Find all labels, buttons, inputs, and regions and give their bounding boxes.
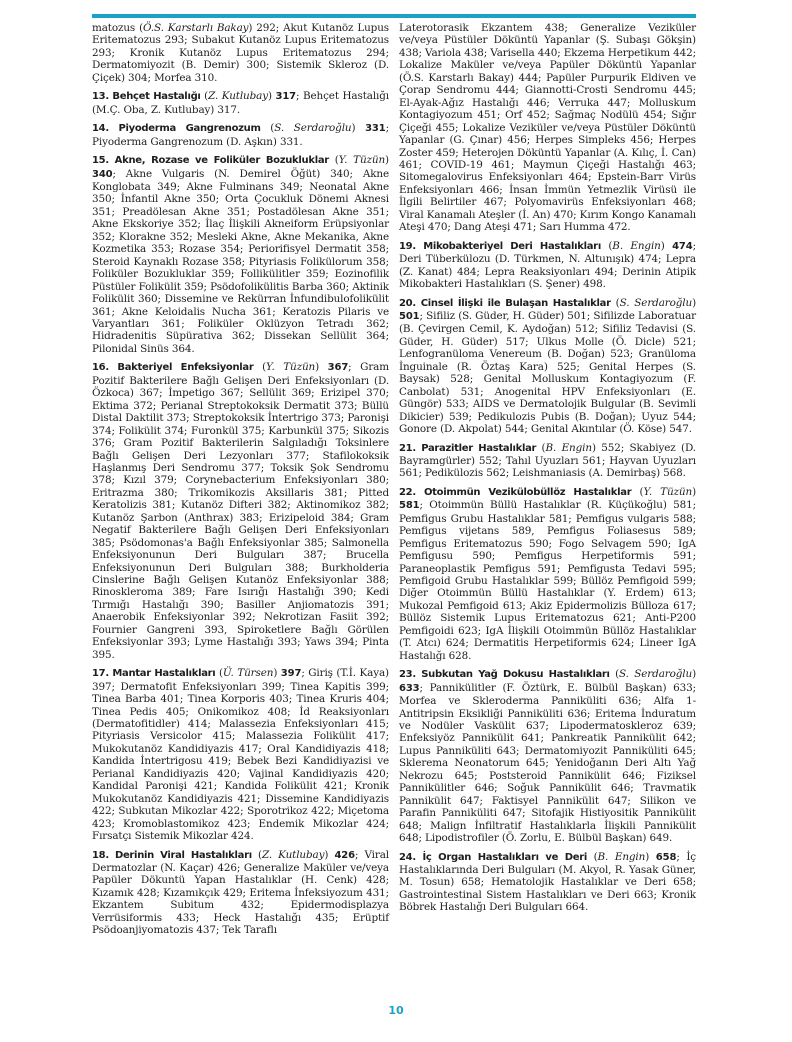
toc-entry: 14. Piyoderma Gangrenozum (S. Serdaroğlu) 331; Piyoderma Gangrenozum (D. Aşkın) 331.: [92, 122, 389, 148]
chapter-editor: Y. Tüzün: [643, 485, 693, 498]
chapter-contents: ; İç Hastalıklarında Deri Bulguları (M. Akyol, R. Yasak Güner, M. Tosun) 658; Hematolojik Hastalıklar ve Deri 658; Gastrointestinal Sistem Hastalıkları ve Deri 663; Kronik Böbrek Hastalığı Deri Bulguları 664.: [399, 850, 697, 914]
chapter-editor: S. Serdaroğlu: [619, 296, 693, 309]
chapter-page: 397: [280, 668, 302, 680]
toc-columns: [92, 22, 696, 943]
chapter-heading: 17. Mantar Hastalıkları: [92, 668, 216, 680]
toc-entry: 19. Mikobakteriyel Deri Hastalıkları (B. Engin) 474; Deri Tüberkülozu (D. Türkmen, N. Altunışık) 474; Lepra (Z. Kanat) 484; Lepra Reaksiyonları 494; Derinin Atipik Mikobakteri Hastalıkları (S. Şener) 498.: [399, 239, 696, 291]
toc-entry: 16. Bakteriyel Enfeksiyonlar (Y. Tüzün) 367; Gram Pozitif Bakterilere Bağlı Gelişen Deri Enfeksiyonları (D. Özkoca) 367; İmpetigo 367; Sellülit 369; Erizipel 370; Ektima 372; Perianal Streptokoksik Dermatit 373; Büllü Distal Daktilit 373; Streptokoksik İntertrigo 373; Paronişi 374; Folikülit 374; Furonkül 375; Karbunkül 375; Sikozis 376; Gram Pozitif Bakterilerin Salgıladığı Toksinlere Bağlı Gelişen Deri Lezyonları 377; Stafilokoksik Haşlanmış Deri Sendromu 377; Toksik Şok Sendromu 378; Kızıl 379; Corynebacterium Enfeksiyonları 380; Eritrazma 380; Trikomikozis Aksillaris 381; Pitted Keratolizis 381; Kutanöz Difteri 382; Aktinomikoz 382; Kutanöz Şarbon (Anthrax) 383; Erizipeloid 384; Gram Negatif Bakterilere Bağlı Gelişen Deri Enfeksiyonları 385; Psödomonas'a Bağlı Enfeksiyonlar 385; Salmonella Enfeksiyonunun Deri Bulguları 387; Brucella Enfeksiyonunun Deri Bulguları 388; Burkholderia Cinslerine Bağlı Gelişen Kutanöz Enfeksiyonlar 388; Rinoskleroma 389; Fare Isırığı Hastalığı 390; Kedi Tırmığı Hastalığı 390; Basiller Anjiomatozis 391; Anaerobik Enfeksiyonlar 392; Nekrotizan Fasiit 392; Fournier Gangreni 393, Spiroketlere Bağlı Görülen Enfeksiyonlar 393; Lyme Hastalığı 393; Yaws 394; Pinta 395.: [92, 361, 389, 661]
chapter-contents: ; Skabiyez (D. Bayramgürler) 552; Tahıl Uyuzları 561; Hayvan Uyuzları 561; Pedikülozis 562; Leishmaniasis (A. Demirbaş) 568.: [399, 441, 696, 480]
chapter-editor: Y. Tüzün: [338, 154, 386, 167]
chapter-page: 331: [365, 123, 386, 135]
toc-entry: 13. Behçet Hastalığı (Z. Kutlubay) 317; Behçet Hastalığı (M.Ç. Oba, Z. Kutlubay) 317.: [92, 90, 389, 116]
chapter-editor: S. Serdaroğlu: [619, 668, 693, 681]
chapter-editor: Z. Kutlubay: [261, 848, 325, 861]
toc-entry: 22. Otoimmün Vezikülobüllöz Hastalıklar (Y. Tüzün) 581; Otoimmün Büllü Hastalıklar (R. Küçükoğlu) 581; Pemfigus Grubu Hastalıklar 581; Pemfigus vulgaris 588; Pemfigus vijetans 589, Pemfigus Foliasesus 589; Pemfigus Eritematozus 590; Fogo Selvagem 590; IgA Pemfigusu 590; Pemfigus Herpetiformis 591; Paraneoplastik Pemfigus 591; Pemfigusta Tedavi 595; Pemfigoid Grubu Hastalıklar 599; Büllöz Pemfigoid 599; Diğer Otoimmün Büllü Hastalıklar (Y. Erdem) 613; Mukozal Pemfigoid 613; Akiz Epidermolizis Bülloza 617; Büllöz Sistemik Lupus Eritematozus 621; Anti-P200 Pemfigoidi 623; IgA İlişkili Otoimmün Büllöz Hastalıklar (T. Atcı) 624; Dermatitis Herpetiformis 624; Lineer IgA Hastalığı 628.: [399, 485, 696, 662]
chapter-contents: ; Giriş (T.İ. Kaya) 397; Dermatofit Enfeksiyonları 399; Tinea Kapitis 399; Tinea Barba 401; Tinea Korporis 403; Tinea Kruris 404; Tinea Pedis 405; Onikomikoz 408; İd Reaksiyonları (Dermatofitidler) 414; Malassezia Enfeksiyonları 415; Pityriasis Versicolor 415; Malassezia Folikülit 417; Mukokutanöz Kandidiyazis 417; Oral Kandidiyazis 418; Kandida İntertrigosu 419; Bebek Bezi Kandidiyazisi ve Perianal Kandidiyazis 420; Vajinal Kandidiyazis 420; Kandidal Paronişi 421; Kandida Folikülit 421; Kronik Mukokutanöz Kandidiyazis 421; Dissemine Kandidiyazis 422; Subkutan Mikozlar 422; Sporotrikoz 422; Miçetoma 423; Kromoblastomikoz 423; Endemik Mikozlar 424; Fırsatçı Sistemik Mikozlar 424.: [92, 667, 389, 843]
chapter-heading: 22. Otoimmün Vezikülobüllöz Hastalıklar: [399, 486, 632, 498]
chapter-page: 581: [399, 500, 420, 512]
chapter-contents: ; Otoimmün Büllü Hastalıklar (R. Küçükoğlu) 581; Pemfigus Grubu Hastalıklar 581; Pemfigus vulgaris 588; Pemfigus vijetans 589, Pemfigus Foliasesus 589; Pemfigus Eritematozus 590; Fogo Selvagem 590; IgA Pemfigusu 590; Pemfigus Herpetiformis 591; Paraneoplastik Pemfigus 591; Pemfigusta Tedavi 595; Pemfigoid Grubu Hastalıklar 599; Büllöz Pemfigoid 599; Diğer Otoimmün Büllü Hastalıklar (Y. Erdem) 613; Mukozal Pemfigoid 613; Akiz Epidermolizis Bülloza 617; Büllöz Sistemik Lupus Eritematozus 621; Anti-P200 Pemfigoidi 623; IgA İlişkili Otoimmün Büllöz Hastalıklar (T. Atcı) 624; Dermatitis Herpetiformis 624; Lineer IgA Hastalığı 628.: [399, 499, 696, 662]
chapter-heading: 18. Derinin Viral Hastalıkları: [92, 849, 252, 861]
chapter-contents: ; Piyoderma Gangrenozum (D. Aşkın) 331.: [92, 122, 389, 148]
toc-entry: 15. Akne, Rozase ve Foliküler Bozukluklar (Y. Tüzün) 340; Akne Vulgaris (N. Demirel Öğüt) 340; Akne Konglobata 349; Akne Fulminans 349; Neonatal Akne 350; İnfantil Akne 350; Orta Çocukluk Dönemi Aknesi 351; Preadölesan Akne 351; Postadölesan Akne 351; Akne Ekskoriye 352; İlaç İlişkili Akneiform Erüpsiyonlar 352; Klorakne 352; Mesleki Akne, Akne Mekanika, Akne Kozmetika 353; Rozase 354; Periorifisyel Dermatit 358; Steroid Kaynaklı Rozase 358; Pityriasis Folikülorum 358; Foliküler Bozukluklar 359; Follikülitler 359; Eozinofilik Püstüler Folikülit 359; Psödofolikülitis Barba 360; Aktinik Folikülit 360; Dissemine ve Rekürran İnfundibulofolikülit 361; Akne Keloidalis Nucha 361; Keratozis Pilaris ve Varyantları 361; Foliküler Oklüzyon Tetradı 362; Hidradenitis Süpürativa 362; Dissekan Sellülit 364; Pilonidal Sinüs 364.: [92, 154, 389, 355]
chapter-editor: B. Engin: [597, 850, 646, 863]
toc-entry: 21. Parazitler Hastalıklar (B. Engin) 552; Skabiyez (D. Bayramgürler) 552; Tahıl Uyuzları 561; Hayvan Uyuzları 561; Pedikülozis 562; Leishmaniasis (A. Demirbaş) 568.: [399, 441, 696, 480]
chapter-page: 340: [92, 168, 113, 180]
top-rule: [92, 14, 696, 18]
chapter-page: 552: [601, 441, 621, 454]
toc-entry: 23. Subkutan Yağ Dokusu Hastalıkları (S. Serdaroğlu) 633; Pannikülitler (F. Öztürk, E. Bülbül Başkan) 633; Morfea ve Skleroderma Panniküliti 636; Alfa 1-Antitripsin Eksikliği Panniküliti 636; Eritema İnduratum ve Nodüler Vaskülit 637; Lipodermatoskleroz 639; Enfeksiyöz Pannikülit 641; Pankreatik Pannikülit 642; Lupus Panniküliti 643; Dermatomiyozit Panniküliti 645; Sklerema Neonatorum 645; Yenidoğanın Deri Altı Yağ Nekrozu 645; Poststeroid Pannikülit 646; Fiziksel Pannikülitler 646; Soğuk Pannikülit 646; Travmatik Pannikülit 647; Faktisyel Pannikülit 647; Silikon ve Parafin Panniküliti 647; Sitofajik Histiyositik Pannikülit 648; Malign İnfiltratif Hastalıklarla İlişkili Pannikülit 648; Lipodistrofiler (Ö. Zorlu, E. Bülbül Başkan) 649.: [399, 668, 696, 845]
chapter-heading: 21. Parazitler Hastalıklar: [399, 442, 537, 454]
toc-entry-continuation: [92, 22, 389, 84]
continuation-tail: ) 292; Akut Kutanöz Lupus Eritematozus 293; Subakut Kutanöz Lupus Eritematozus 293; Kronik Kutanöz Lupus Eritematozus 294; Dermatomiyozit (B. Demir) 300; Sistemik Skleroz (D. Çiçek) 304; Morfea 310.: [92, 22, 389, 84]
chapter-heading: 14. Piyoderma Gangrenozum: [92, 123, 261, 135]
chapter-page: 317: [275, 91, 297, 103]
chapter-contents: ; Viral Dermatozlar (N. Kaçar) 426; Generalize Maküler ve/veya Papüler Dökuntü Yapan Hastalıklar (H. Cenk) 428; Kızamık 428; Kızamıkçık 429; Eritema İnfeksiyozum 431; Ekzantem Subitum 432; Epidermodisplazya Verrüsiformis 433; Heck Hastalığı 435; Erüptif Psödoanjiyomatozis 437; Tek Taraflı: [92, 848, 389, 937]
right-column: [399, 22, 696, 943]
continuation-text: Laterotorasik Ekzantem 438; Generalize Veziküler ve/veya Püstüler Döküntü Yapanlar (Ş. Subaşı Gökşin) 438; Variola 438; Varisella 440; Ekzema Herpetikum 442; Lokalize Maküler ve/veya Papüler Döküntü Yapanlar (Ö.S. Karstarlı Bakay) 444; Papüler Purpurik Eldiven ve Çorap Sendromu 444; Giannotti-Crosti Sendromu 445; El-Ayak-Ağız Hastalığı 446; Verruka 447; Molluskum Kontagiyozum 451; Orf 452; Sağmaç Nodülü 454; Sığır Çiçeği 455; Lokalize Veziküler ve/veya Püstüler Döküntü Yapanlar (G. Çınar) 456; Herpes Simpleks 456; Herpes Zoster 459; Heterojen Döküntü Yapanlar (A. Kılıç, İ. Can) 461; COVID-19 461; Maymun Çiçeği Hastalığı 463; Sitomegalovirus Enfeksiyonları 464; Epstein-Barr Virüs Enfeksiyonları 466; İnsan İmmün Yetmezlik Virüsü ile İlgili Belirtiler 467; Polyomavirüs Enfeksiyonları 468; Viral Kanamalı Ateşler (İ. An) 470; Kırım Kongo Kanamalı Ateşi 470; Dang Ateşi 471; Sarı Humma 472.: [399, 22, 696, 234]
chapter-page: 474: [672, 240, 693, 252]
continuation-text: matozus (: [92, 22, 144, 34]
toc-entry: 24. İç Organ Hastalıkları ve Deri (B. Engin) 658; İç Hastalıklarında Deri Bulguları (M. Akyol, R. Yasak Güner, M. Tosun) 658; Hematolojik Hastalıklar ve Deri 658; Gastrointestinal Sistem Hastalıkları ve Deri 663; Kronik Böbrek Hastalığı Deri Bulguları 664.: [399, 850, 697, 914]
chapter-editor: B. Engin: [545, 441, 592, 454]
chapter-page: 367: [327, 362, 349, 374]
page-number: 10: [388, 1004, 404, 1017]
chapter-heading: 15. Akne, Rozase ve Foliküler Bozukluklar: [92, 155, 329, 167]
left-column: [92, 22, 389, 943]
chapter-heading: 16. Bakteriyel Enfeksiyonlar: [92, 362, 254, 374]
chapter-page: 658: [655, 851, 677, 863]
chapter-contents: ; Akne Vulgaris (N. Demirel Öğüt) 340; Akne Konglobata 349; Akne Fulminans 349; Neonatal Akne 350; İnfantil Akne 350; Orta Çocukluk Dönemi Aknesi 351; Preadölesan Akne 351; Postadölesan Akne 351; Akne Ekskoriye 352; İlaç İlişkili Akneiform Erüpsiyonlar 352; Klorakne 352; Mesleki Akne, Akne Mekanika, Akne Kozmetika 353; Rozase 354; Periorifisyel Dermatit 358; Steroid Kaynaklı Rozase 358; Pityriasis Folikülorum 358; Foliküler Bozukluklar 359; Follikülitler 359; Eozinofilik Püstüler Folikülit 359; Psödofolikülitis Barba 360; Aktinik Folikülit 360; Dissemine ve Rekürran İnfundibulofolikülit 361; Akne Keloidalis Nucha 361; Keratozis Pilaris ve Varyantları 361; Foliküler Oklüzyon Tetradı 362; Hidradenitis Süpürativa 362; Dissekan Sellülit 364; Pilonidal Sinüs 364.: [92, 167, 389, 355]
chapter-editor: S. Serdaroğlu: [274, 122, 352, 135]
section-author: Ö.S. Karstarlı Bakay: [143, 22, 249, 34]
chapter-editor: Y. Tüzün: [266, 361, 316, 374]
chapter-editor: Ü. Türsen: [222, 667, 274, 680]
chapter-page: 501: [399, 310, 420, 322]
toc-entry-continuation: [399, 22, 696, 234]
chapter-heading: 13. Behçet Hastalığı: [92, 91, 201, 103]
chapter-heading: 23. Subkutan Yağ Dokusu Hastalıkları: [399, 669, 610, 681]
chapter-page: 633: [399, 682, 420, 694]
chapter-page: 426: [334, 849, 355, 861]
toc-entry: 18. Derinin Viral Hastalıkları (Z. Kutlubay) 426; Viral Dermatozlar (N. Kaçar) 426; Generalize Maküler ve/veya Papüler Dökuntü Yapan Hastalıklar (H. Cenk) 428; Kızamık 428; Kızamıkçık 429; Eritema İnfeksiyozum 431; Ekzantem Subitum 432; Epidermodisplazya Verrüsiformis 433; Heck Hastalığı 435; Erüptif Psödoanjiyomatozis 437; Tek Taraflı: [92, 848, 389, 937]
chapter-heading: 24. İç Organ Hastalıkları ve Deri: [399, 851, 587, 863]
chapter-contents: ; Pannikülitler (F. Öztürk, E. Bülbül Başkan) 633; Morfea ve Skleroderma Panniküliti 636; Alfa 1-Antitripsin Eksikliği Panniküliti 636; Eritema İnduratum ve Nodüler Vaskülit 637; Lipodermatoskleroz 639; Enfeksiyöz Pannikülit 641; Pankreatik Pannikülit 642; Lupus Panniküliti 643; Dermatomiyozit Panniküliti 645; Sklerema Neonatorum 645; Yenidoğanın Deri Altı Yağ Nekrozu 645; Poststeroid Pannikülit 646; Fiziksel Pannikülitler 646; Soğuk Pannikülit 646; Travmatik Pannikülit 647; Faktisyel Pannikülit 647; Silikon ve Parafin Panniküliti 647; Sitofajik Histiyositik Pannikülit 648; Malign İnfiltratif Hastalıklarla İlişkili Pannikülit 648; Lipodistrofiler (Ö. Zorlu, E. Bülbül Başkan) 649.: [399, 681, 696, 845]
chapter-heading: 20. Cinsel İlişki ile Bulaşan Hastalıklar: [399, 297, 611, 309]
chapter-contents: ; Sifiliz (S. Güder, H. Güder) 501; Sifilizde Laboratuar (B. Çevirgen Cemil, K. Aydoğan) 512; Sifiliz Tedavisi (S. Güder, H. Güder) 517; Ulkus Molle (Ö. Dicle) 521; Lenfogranüloma Venereum (B. Doğan) 523; Granüloma İnguinale (R. Öztaş Kara) 525; Genital Herpes (S. Baysak) 528; Genital Molluskum Kontagiyozum (F. Canbolat) 531; Anogenital HPV Enfeksiyonları (E. Güngör) 533; AIDS ve Dermatolojik Bulgular (B. Sevimli Dikicier) 539; Pedikulozis Pubis (B. Doğan); Uyuz 544; Gonore (D. Akpolat) 544; Genital Akıntılar (Ö. Köse) 547.: [399, 309, 696, 436]
chapter-contents: ; Behçet Hastalığı (M.Ç. Oba, Z. Kutlubay) 317.: [92, 90, 389, 116]
toc-entry: 20. Cinsel İlişki ile Bulaşan Hastalıklar (S. Serdaroğlu) 501; Sifiliz (S. Güder, H. Güder) 501; Sifilizde Laboratuar (B. Çevirgen Cemil, K. Aydoğan) 512; Sifiliz Tedavisi (S. Güder, H. Güder) 517; Ulkus Molle (Ö. Dicle) 521; Lenfogranüloma Venereum (B. Doğan) 523; Granüloma İnguinale (R. Öztaş Kara) 525; Genital Herpes (S. Baysak) 528; Genital Molluskum Kontagiyozum (F. Canbolat) 531; Anogenital HPV Enfeksiyonları (E. Güngör) 533; AIDS ve Dermatolojik Bulgular (B. Sevimli Dikicier) 539; Pedikulozis Pubis (B. Doğan); Uyuz 544; Gonore (D. Akpolat) 544; Genital Akıntılar (Ö. Köse) 547.: [399, 296, 697, 436]
chapter-editor: B. Engin: [612, 239, 661, 252]
chapter-editor: Z. Kutlubay: [208, 90, 268, 103]
chapter-heading: 19. Mikobakteriyel Deri Hastalıkları: [399, 240, 601, 252]
chapter-contents: ; Deri Tüberkülozu (D. Türkmen, N. Altunışık) 474; Lepra (Z. Kanat) 484; Lepra Reaksiyonları 494; Derinin Atipik Mikobakteri Hastalıkları (S. Şener) 498.: [399, 239, 696, 291]
chapter-contents: ; Gram Pozitif Bakterilere Bağlı Gelişen Deri Enfeksiyonları (D. Özkoca) 367; İmpetigo 367; Sellülit 369; Erizipel 370; Ektima 372; Perianal Streptokoksik Dermatit 373; Büllü Distal Daktilit 373; Streptokoksik İntertrigo 373; Paronişi 374; Folikülit 374; Furonkül 375; Karbunkül 375; Sikozis 376; Gram Pozitif Bakterilerin Salgıladığı Toksinlere Bağlı Gelişen Deri Lezyonları 377; Stafilokoksik Haşlanmış Deri Sendromu 377; Toksik Şok Sendromu 378; Kızıl 379; Corynebacterium Enfeksiyonları 380; Eritrazma 380; Trikomikozis Aksillaris 381; Pitted Keratolizis 381; Kutanöz Difteri 382; Aktinomikoz 382; Kutanöz Şarbon (Anthrax) 383; Erizipeloid 384; Gram Negatif Bakterilere Bağlı Gelişen Deri Enfeksiyonları 385; Psödomonas'a Bağlı Enfeksiyonlar 385; Salmonella Enfeksiyonunun Deri Bulguları 387; Brucella Enfeksiyonunun Deri Bulguları 388; Burkholderia Cinslerine Bağlı Gelişen Kutanöz Enfeksiyonlar 388; Rinoskleroma 389; Fare Isırığı Hastalığı 390; Kedi Tırmığı Hastalığı 390; Basiller Anjiomatozis 391; Anaerobik Enfeksiyonlar 392; Nekrotizan Fasiit 392; Fournier Gangreni 393, Spiroketlere Bağlı Görülen Enfeksiyonlar 393; Lyme Hastalığı 393; Yaws 394; Pinta 395.: [92, 361, 389, 661]
toc-entry: 17. Mantar Hastalıkları (Ü. Türsen) 397; Giriş (T.İ. Kaya) 397; Dermatofit Enfeksiyonları 399; Tinea Kapitis 399; Tinea Barba 401; Tinea Korporis 403; Tinea Kruris 404; Tinea Pedis 405; Onikomikoz 408; İd Reaksiyonları (Dermatofitidler) 414; Malassezia Enfeksiyonları 415; Pityriasis Versicolor 415; Malassezia Folikülit 417; Mukokutanöz Kandidiyazis 417; Oral Kandidiyazis 418; Kandida İntertrigosu 419; Bebek Bezi Kandidiyazisi ve Perianal Kandidiyazis 420; Vajinal Kandidiyazis 420; Kandidal Paronişi 421; Kandida Folikülit 421; Kronik Mukokutanöz Kandidiyazis 421; Dissemine Kandidiyazis 422; Subkutan Mikozlar 422; Sporotrikoz 422; Miçetoma 423; Kromoblastomikoz 423; Endemik Mikozlar 424; Fırsatçı Sistemik Mikozlar 424.: [92, 667, 389, 843]
